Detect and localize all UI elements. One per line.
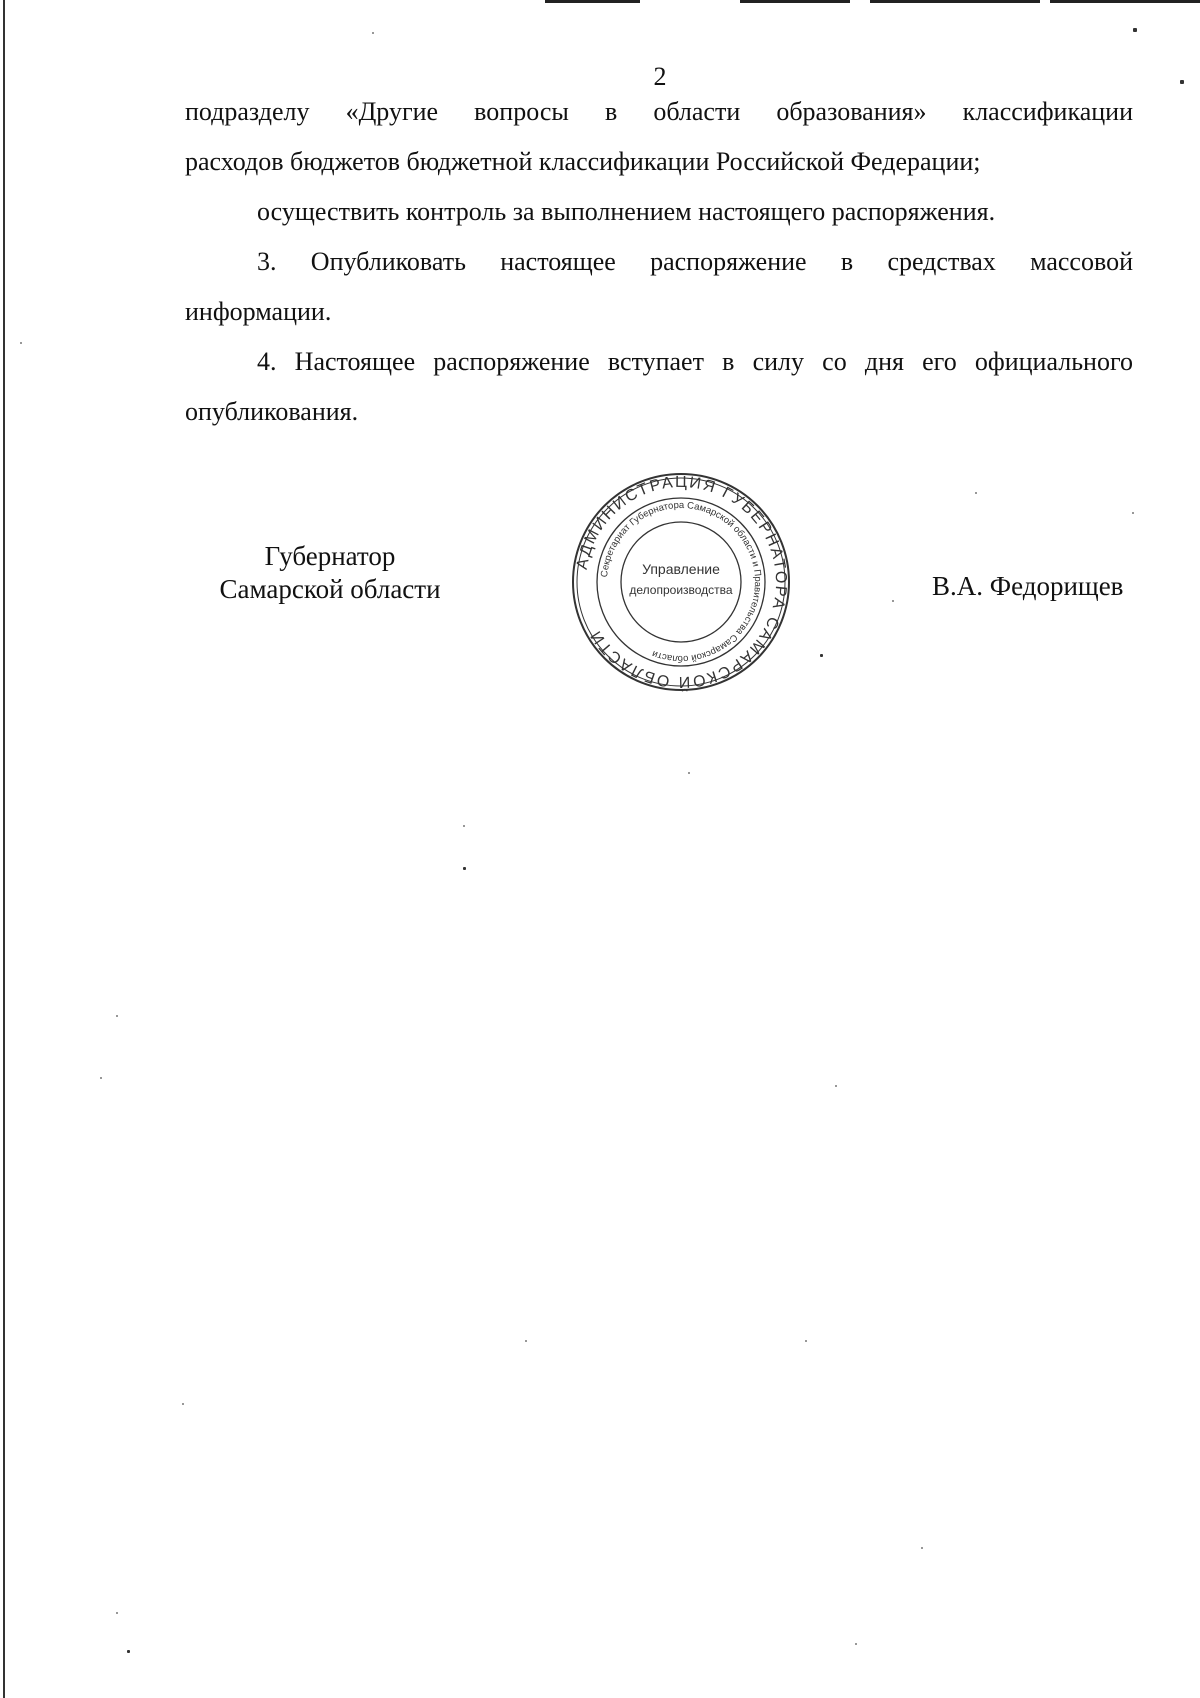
scan-speck bbox=[820, 654, 823, 657]
seal-inner-ring bbox=[621, 522, 741, 642]
body-paragraph: 4. Настоящее распоряжение вступает в силу со дня его официального bbox=[257, 347, 1133, 376]
scan-speck bbox=[372, 32, 374, 34]
signatory-position-line: Губернатор bbox=[264, 541, 396, 571]
body-line: опубликования. bbox=[185, 397, 359, 426]
signatory-position bbox=[205, 540, 455, 606]
seal-middle-text: Секретариат Губернатора Самарской области и Правительства Самарской области bbox=[599, 499, 764, 665]
scan-left-edge bbox=[3, 0, 5, 1698]
scan-top-mark bbox=[1050, 0, 1200, 3]
body-line: информации. bbox=[185, 297, 332, 326]
body-paragraph: осуществить контроль за выполнением настоящего распоряжения. bbox=[257, 197, 996, 226]
scan-speck bbox=[1133, 28, 1137, 32]
page-number: 2 bbox=[653, 62, 667, 91]
seal-center-text: делопроизводства bbox=[629, 583, 733, 597]
signatory-position-line: Самарской области bbox=[219, 574, 441, 604]
scan-speck bbox=[116, 1015, 118, 1017]
scan-top-mark bbox=[740, 0, 850, 3]
scan-speck bbox=[127, 1650, 130, 1653]
scan-speck bbox=[182, 1403, 184, 1405]
scan-speck bbox=[463, 867, 466, 870]
scan-speck bbox=[892, 600, 894, 602]
scan-speck bbox=[1132, 512, 1134, 514]
scan-speck bbox=[688, 772, 690, 774]
scan-speck bbox=[463, 825, 465, 827]
signatory-name: В.А. Федорищев bbox=[932, 571, 1124, 601]
scan-speck bbox=[525, 1340, 527, 1342]
scan-speck bbox=[805, 1340, 807, 1342]
seal-outer-text: АДМИНИСТРАЦИЯ ГУБЕРНАТОРА САМАРСКОЙ ОБЛАСТИ bbox=[573, 473, 790, 691]
scan-speck bbox=[116, 1612, 118, 1614]
body-paragraph: 3. Опубликовать настоящее распоряжение в средствах массовой bbox=[257, 247, 1133, 276]
official-seal bbox=[566, 467, 796, 697]
body-line: расходов бюджетов бюджетной классификации Российской Федерации; bbox=[185, 147, 981, 176]
scan-speck bbox=[921, 1547, 923, 1549]
scan-speck bbox=[20, 342, 22, 344]
body-line: подразделу «Другие вопросы в области образования» классификации bbox=[185, 97, 1133, 126]
scan-top-mark bbox=[870, 0, 1040, 3]
scan-top-mark bbox=[545, 0, 640, 3]
scan-speck bbox=[835, 1085, 837, 1087]
scan-speck bbox=[975, 492, 977, 494]
seal-middle-ring bbox=[597, 498, 765, 666]
seal-center-text: Управление bbox=[642, 561, 720, 577]
scan-speck bbox=[100, 1077, 102, 1079]
scan-speck bbox=[855, 1643, 857, 1645]
